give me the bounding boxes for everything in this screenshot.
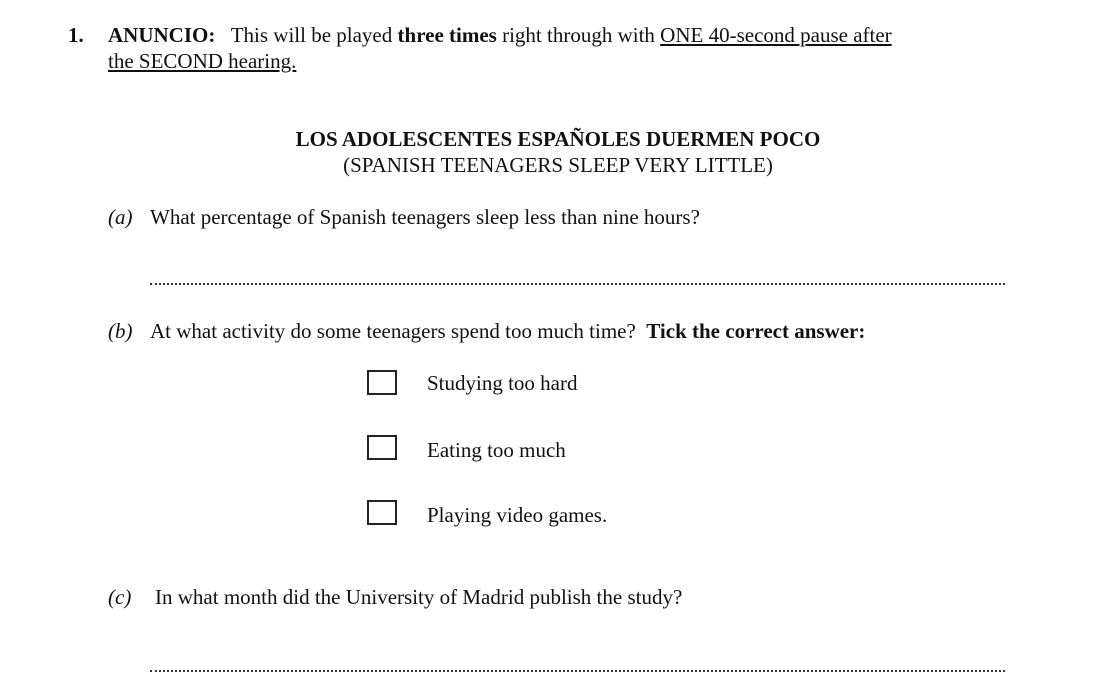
option-eating-label: Eating too much [427, 438, 566, 462]
option-studying-checkbox[interactable] [367, 370, 397, 395]
part-a-question: What percentage of Spanish teenagers sleep less than nine hours? [150, 205, 700, 229]
passage-title: LOS ADOLESCENTES ESPAÑOLES DUERMEN POCO [295, 127, 821, 151]
instruction-emphasis: three times [397, 23, 497, 47]
instruction-text-2: right through with [502, 23, 655, 47]
part-a-label: (a) [108, 205, 133, 229]
instruction-underline-2: the SECOND hearing. [108, 49, 297, 73]
option-video-games-label: Playing video games. [427, 503, 608, 527]
option-eating-checkbox[interactable] [367, 435, 397, 460]
part-b-question [150, 318, 865, 344]
part-c-question: In what month did the University of Madrid publish the study? [155, 585, 683, 609]
part-b-question-text: At what activity do some teenagers spend too much time? [150, 319, 636, 343]
option-video-games-checkbox[interactable] [367, 500, 397, 525]
part-c-answer-line[interactable] [150, 670, 1005, 672]
part-b-instruction: Tick the correct answer: [646, 319, 866, 343]
part-b-label: (b) [108, 319, 133, 343]
question-number: 1. [68, 23, 84, 47]
question-instruction [108, 22, 1008, 74]
option-studying-label: Studying too hard [427, 371, 578, 395]
instruction-underline-1: ONE 40-second pause after [660, 23, 892, 47]
question-heading: ANUNCIO: [108, 23, 216, 47]
instruction-text-1: This will be played [230, 23, 393, 47]
passage-subtitle: (SPANISH TEENAGERS SLEEP VERY LITTLE) [343, 153, 773, 177]
part-a-answer-line[interactable] [150, 283, 1005, 285]
part-c-label: (c) [108, 585, 132, 609]
